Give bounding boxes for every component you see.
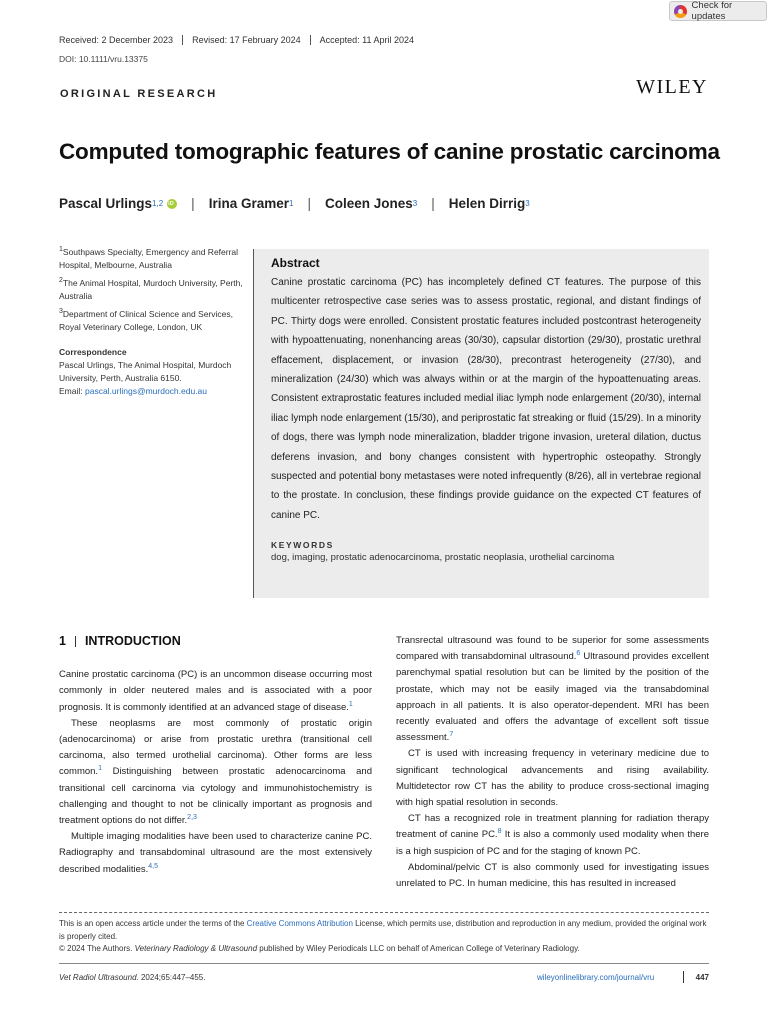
citation-link[interactable]: 4,5 — [148, 862, 158, 870]
page-footer — [59, 973, 709, 982]
author-separator: | — [191, 196, 195, 211]
check-for-updates-button[interactable] — [669, 1, 767, 21]
paragraph: Transrectal ultrasound was found to be superior for some assessments compared with transabdominal ultrasound.$^6$ Ultrasound provides excellent parenchymal spatial resolution but can be limited by the position of the prostate, which may not be easily imaged via the transabdominal approach in all patients. It is also operator-dependent. MRI has been recently evaluated and offers the advantage of excellent soft tissue assessment.$^7$ — [396, 635, 709, 744]
section-heading-introduction: 1 INTRODUCTION — [59, 634, 181, 648]
author-name[interactable]: Coleen Jones — [324, 196, 413, 211]
article-title: Computed tomographic features of canine prostatic carcinoma — [59, 139, 720, 164]
affiliations — [59, 246, 244, 403]
crossmark-icon — [674, 5, 687, 18]
paragraph: CT has a recognized role in treatment planning for radiation therapy treatment of canine PC.$^8$ It is also a commonly used modality when there is a high suspicion of PC and for the staging of known PC. — [396, 813, 710, 857]
paragraph: Canine prostatic carcinoma (PC) is an uncommon disease occurring most commonly in older neutered males and is associated with a poor prognosis. It is commonly identified at an advanced stage of disease.$^1$ — [59, 669, 372, 713]
citation-link[interactable]: 2,3 — [187, 813, 197, 821]
license-notice: This is an open access article under the terms of the Creative Commons Attribution License, which permits use, distribution and reproduction in any medium, provided the original work is properly cited. © 2024 The Authors. Veterinary Radiology & Ultrasound published by Wiley Periodicals LLC on behalf of American College of Veterinary Radiology. — [59, 919, 707, 953]
article-dates — [59, 35, 432, 45]
doi: DOI: 10.1111/vru.13375 — [59, 54, 148, 64]
orcid-icon[interactable] — [167, 199, 177, 209]
footer-divider — [59, 963, 709, 964]
author-name[interactable]: Pascal Urlings — [59, 196, 153, 211]
page-number: 447 — [695, 973, 709, 982]
affiliation-1: $^1$Southpaws Specialty, Emergency and Referral Hospital, Melbourne, Australia — [59, 246, 239, 270]
affiliation-2: $^2$The Animal Hospital, Murdoch University, Perth, Australia — [59, 277, 243, 301]
citation-link[interactable]: 6 — [576, 650, 581, 658]
correspondence-heading: Correspondence — [59, 347, 127, 357]
author-list: Pascal Urlings 1,2 iD | Irina Gramer 1 | Coleen Jones 3 | Helen Dirrig 3 — [59, 196, 530, 211]
author-name[interactable]: Helen Dirrig — [448, 196, 526, 211]
journal-url-link[interactable]: wileyonlinelibrary.com/journal/vru — [537, 973, 655, 982]
citation-link[interactable]: 1 — [348, 700, 353, 708]
citation-link[interactable]: 7 — [449, 731, 454, 739]
keywords-heading: KEYWORDS — [271, 540, 334, 551]
abstract-text: Canine prostatic carcinoma (PC) has incompletely defined CT features. The purpose of this multicenter retrospective case series was to assess prostatic, regional, and distant findings of PC. Thirty dogs were enrolled. Consistent prostatic features included postcontrast heterogeneity with hypoattenuating, nonenhancing areas (30/30), capsular distortion (29/30), prostatic urethral effacement, displacement, or invasion (28/30), precontrast heterogeneity (27/30), and mineralization (24/30) which was always within or at the margin of the hypoattenuating areas. Consistent extraprostatic features included medial iliac lymph node enlargement (20/30), internal iliac lymph node enlargement (15/30), and periprostatic fat streaking or fluid (15/29). In a minority of dogs, there was lymph node mineralization, bladder trigone invasion, ureteral dilation, ductus deferens invasion, and bony changes consistent with hypertrophic osteopathy. Strongly suspected and potential bony metastases were noted infrequently (8/26), all in vertebrae regional to the prostate. In conclusion, these findings provide guidance on the expected CT features of canine PC. — [271, 277, 701, 521]
author-separator: | — [307, 196, 311, 211]
citation: Vet Radiol Ultrasound. 2024;65:447–455. — [59, 973, 206, 982]
keywords-text: dog, imaging, prostatic adenocarcinoma, prostatic neoplasia, urothelial carcinoma — [271, 552, 615, 564]
accepted-date: Accepted: 11 April 2024 — [319, 35, 415, 45]
author-name[interactable]: Irina Gramer — [208, 196, 289, 211]
body-column-right — [396, 633, 709, 892]
footnote-divider — [59, 912, 709, 913]
license-link[interactable]: Creative Commons Attribution — [246, 919, 353, 928]
affiliation-3: $^3$Department of Clinical Science and Services, Royal Veterinary College, London, UK — [59, 308, 233, 332]
section-label: ORIGINAL RESEARCH — [60, 88, 218, 100]
correspondence-text: Pascal Urlings, The Animal Hospital, Murdoch University, Perth, Australia 6150. Email: pascal.urlings@murdoch.edu.au — [59, 360, 232, 396]
check-for-updates-label: Check for updates — [691, 0, 733, 22]
body-column-left — [59, 633, 372, 878]
publisher-logo: WILEY — [636, 76, 708, 98]
email-link[interactable]: pascal.urlings@murdoch.edu.au — [84, 386, 208, 396]
citation-link[interactable]: 1 — [98, 765, 102, 773]
paragraph: Abdominal/pelvic CT is also commonly used for investigating issues unrelated to PC. In human medicine, this has resulted in increased — [396, 861, 709, 890]
received-date: Received: 2 December 2023 — [59, 35, 183, 45]
citation-link[interactable]: 8 — [497, 828, 502, 836]
paragraph: These neoplasms are most commonly of prostatic origin (adenocarcinoma) or arise from prostatic urethra (transitional cell carcinoma, also termed urothelial carcinoma). Other forms are less common.$^1$ Distinguishing between prostatic adenocarcinoma and transitional cell carcinoma via cytology and immunohistochemistry is challenging and thought to not be clinically important as prognosis and treatment options do not differ.$^{2,3}$ — [59, 717, 372, 827]
abstract-heading: Abstract — [271, 256, 320, 270]
revised-date: Revised: 17 February 2024 — [192, 35, 311, 45]
author-separator: | — [431, 196, 435, 211]
paragraph: Multiple imaging modalities have been used to characterize canine PC. Radiography and transabdominal ultrasound are the most extensively described modalities.$^{4,5}$ — [59, 831, 372, 875]
abstract-box — [253, 249, 709, 598]
paragraph: CT is used with increasing frequency in veterinary medicine due to significant technological advancements and rising availability. Multidetector row CT has the ability to produce cross-sectional imaging with high spatial resolution in seconds. — [396, 748, 709, 809]
